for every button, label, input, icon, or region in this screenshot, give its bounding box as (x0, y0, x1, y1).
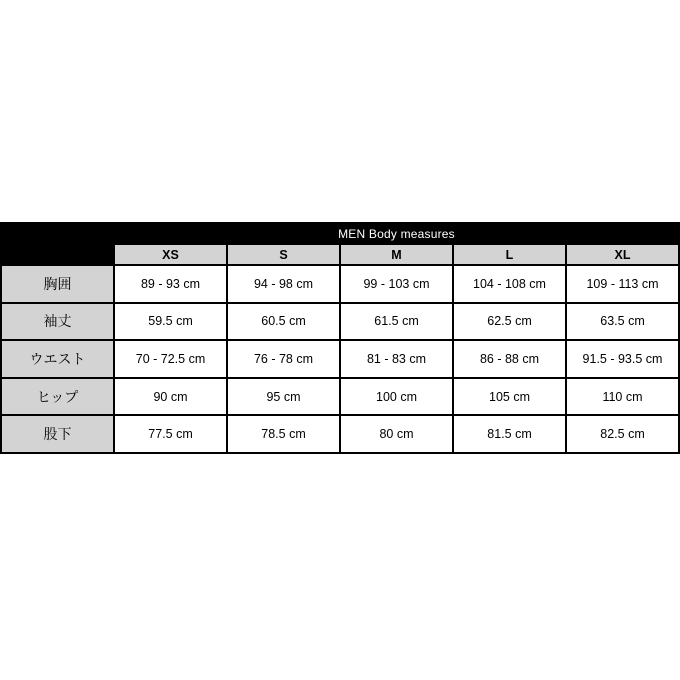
value-cell: 94 - 98 cm (227, 265, 340, 303)
row-label-sleeve: 袖丈 (1, 303, 114, 341)
value-cell: 80 cm (340, 415, 453, 453)
value-cell: 86 - 88 cm (453, 340, 566, 378)
value-cell: 81 - 83 cm (340, 340, 453, 378)
value-cell: 109 - 113 cm (566, 265, 679, 303)
value-cell: 105 cm (453, 378, 566, 416)
value-cell: 78.5 cm (227, 415, 340, 453)
size-chart-region (0, 222, 680, 454)
corner-cell (1, 223, 114, 265)
table-row-waist (1, 340, 679, 378)
size-header-xs: XS (114, 244, 227, 265)
size-header-xl: XL (566, 244, 679, 265)
value-cell: 70 - 72.5 cm (114, 340, 227, 378)
value-cell: 82.5 cm (566, 415, 679, 453)
value-cell: 76 - 78 cm (227, 340, 340, 378)
value-cell: 77.5 cm (114, 415, 227, 453)
value-cell: 61.5 cm (340, 303, 453, 341)
value-cell: 91.5 - 93.5 cm (566, 340, 679, 378)
size-chart-table (0, 222, 680, 454)
row-label-hip: ヒップ (1, 378, 114, 416)
value-cell: 90 cm (114, 378, 227, 416)
value-cell: 60.5 cm (227, 303, 340, 341)
row-label-chest: 胸囲 (1, 265, 114, 303)
value-cell: 95 cm (227, 378, 340, 416)
value-cell: 100 cm (340, 378, 453, 416)
size-header-l: L (453, 244, 566, 265)
value-cell: 89 - 93 cm (114, 265, 227, 303)
value-cell: 99 - 103 cm (340, 265, 453, 303)
value-cell: 62.5 cm (453, 303, 566, 341)
value-cell: 110 cm (566, 378, 679, 416)
table-row-inseam (1, 415, 679, 453)
table-row-chest (1, 265, 679, 303)
table-row-sleeve (1, 303, 679, 341)
size-header-m: M (340, 244, 453, 265)
row-label-waist: ウエスト (1, 340, 114, 378)
row-label-inseam: 股下 (1, 415, 114, 453)
value-cell: 59.5 cm (114, 303, 227, 341)
size-header-s: S (227, 244, 340, 265)
table-title: MEN Body measures (114, 223, 679, 244)
value-cell: 63.5 cm (566, 303, 679, 341)
table-row-hip (1, 378, 679, 416)
value-cell: 81.5 cm (453, 415, 566, 453)
value-cell: 104 - 108 cm (453, 265, 566, 303)
table-title-row (1, 223, 679, 244)
